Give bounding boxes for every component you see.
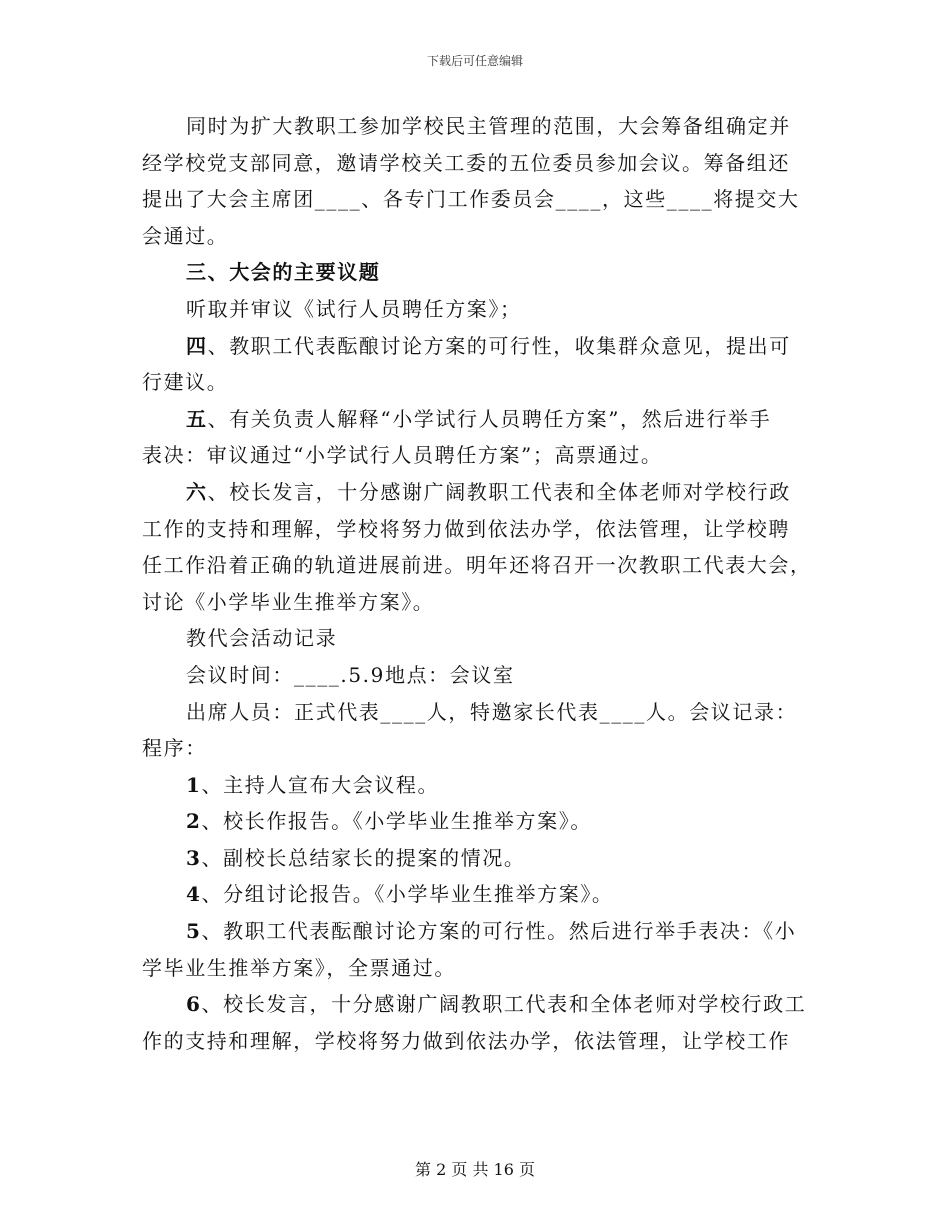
paragraph-text: 、有关负责人解释“小学试行人员聘任方案”，然后进行举手 bbox=[207, 406, 772, 431]
paragraph-text: 、副校长总结家长的提案的情况。 bbox=[201, 845, 526, 870]
paragraph-text: 听取并审议《试行人员聘任方案》； bbox=[186, 296, 522, 321]
paragraph-text: 行建议。 bbox=[142, 370, 229, 395]
paragraph-text: 会通过。 bbox=[142, 223, 229, 248]
paragraph-number: 2 bbox=[186, 809, 202, 834]
paragraph-line-first bbox=[142, 401, 806, 438]
page-footer: 第 2 页 共 16 页 bbox=[415, 1160, 535, 1179]
paragraph-text: 提出了大会主席团____、各专门工作委员会____，这些____将提交大 bbox=[142, 187, 800, 212]
paragraph-text: 工作的支持和理解，学校将努力做到依法办学，依法管理，让学校聘 bbox=[142, 516, 790, 541]
paragraph-text: 三、大会的主要议题 bbox=[186, 260, 381, 285]
paragraph-line-first bbox=[142, 620, 806, 657]
paragraph-line bbox=[142, 584, 806, 621]
paragraph-line-first bbox=[142, 291, 806, 328]
paragraph-line bbox=[142, 181, 806, 218]
paragraph-text: 、校长发言，十分感谢广阔教职工代表和全体老师对学校行政 bbox=[207, 479, 791, 504]
paragraph-line bbox=[142, 218, 806, 255]
paragraph-number: 五 bbox=[186, 406, 208, 431]
paragraph-line bbox=[142, 145, 806, 182]
paragraph-text: 表决：审议通过“小学试行人员聘任方案”；高票通过。 bbox=[142, 443, 663, 468]
paragraph-line-first bbox=[142, 474, 806, 511]
paragraph-line-first bbox=[142, 657, 806, 694]
paragraph-line bbox=[142, 437, 806, 474]
paragraph-number: 1 bbox=[186, 772, 202, 797]
paragraph-line bbox=[142, 1023, 806, 1060]
paragraph-text: 出席人员：正式代表____人，特邀家长代表____人。会议记录： bbox=[186, 699, 798, 724]
paragraph-line bbox=[142, 547, 812, 584]
paragraph-line bbox=[142, 364, 806, 401]
paragraph-number: 四 bbox=[186, 333, 208, 358]
paragraph-text: 、分组讨论报告。《小学毕业生推举方案》。 bbox=[201, 882, 614, 907]
paragraph-line-first bbox=[142, 328, 806, 365]
paragraph-number: 3 bbox=[186, 845, 202, 870]
paragraph-text: 、教职工代表酝酿讨论方案的可行性，收集群众意见，提出可 bbox=[207, 333, 791, 358]
paragraph-line-first bbox=[142, 108, 806, 145]
paragraph-text: 作的支持和理解，学校将努力做到依法办学，依法管理，让学校工作 bbox=[142, 1028, 790, 1053]
paragraph-text: 、校长发言，十分感谢广阔教职工代表和全体老师对学校行政工 bbox=[201, 992, 807, 1017]
paragraph-number: 4 bbox=[186, 882, 202, 907]
paragraph-line-first bbox=[142, 840, 806, 877]
paragraph-number: 6 bbox=[186, 992, 202, 1017]
paragraph-line bbox=[142, 511, 806, 548]
paragraph-line-first bbox=[142, 803, 806, 840]
paragraph-line-first bbox=[142, 694, 806, 731]
paragraph-text: 、教职工代表酝酿讨论方案的可行性。然后进行举手表决：《小 bbox=[201, 919, 797, 944]
paragraph-text: 学毕业生推举方案》，全票通过。 bbox=[142, 955, 456, 980]
paragraph-line bbox=[142, 730, 806, 767]
paragraph-line-first bbox=[142, 876, 806, 913]
paragraph-line-first bbox=[142, 767, 806, 804]
paragraph-line-first bbox=[142, 913, 806, 950]
paragraph-text: 任工作沿着正确的轨道进展前进。明年还将召开一次教职工代表大会， bbox=[142, 553, 812, 578]
paragraph-line-first bbox=[142, 254, 806, 291]
paragraph-text: 教代会活动记录 bbox=[186, 626, 338, 651]
paragraph-text: 经学校党支部同意，邀请学校关工委的五位委员参加会议。筹备组还 bbox=[142, 150, 790, 175]
paragraph-text: 、校长作报告。《小学毕业生推举方案》。 bbox=[201, 809, 592, 834]
paragraph-text: 会议时间：____.5.9地点：会议室 bbox=[186, 662, 515, 687]
paragraph-number: 5 bbox=[186, 919, 202, 944]
paragraph-text: 同时为扩大教职工参加学校民主管理的范围，大会筹备组确定并 bbox=[186, 114, 791, 138]
paragraph-text: 程序： bbox=[142, 736, 207, 761]
paragraph-number: 六 bbox=[186, 479, 208, 504]
paragraph-text: 讨论《小学毕业生推举方案》。 bbox=[142, 589, 435, 614]
paragraph-text: 、主持人宣布大会议程。 bbox=[201, 772, 440, 797]
page-header: 下载后可任意编辑 bbox=[426, 54, 523, 68]
paragraph-line-first bbox=[142, 986, 806, 1023]
document-body bbox=[142, 108, 812, 1059]
paragraph-line bbox=[142, 950, 806, 987]
